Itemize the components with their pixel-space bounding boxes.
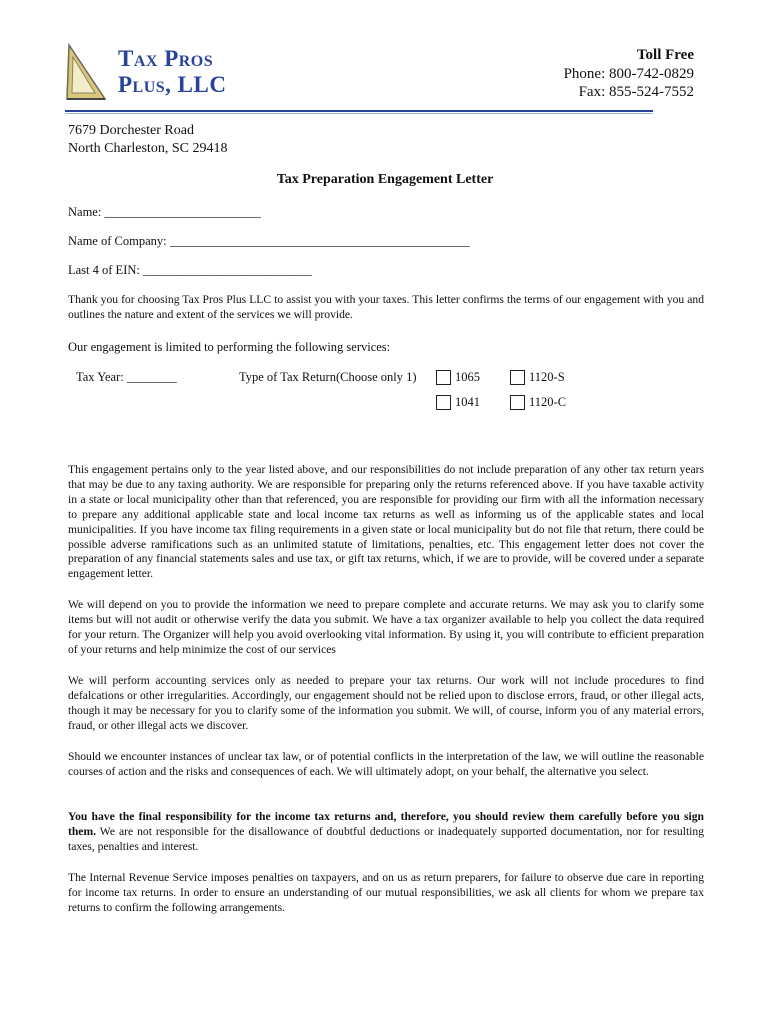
header-divider-shadow [65,113,653,114]
company-logo-icon [63,43,109,103]
document-title: Tax Preparation Engagement Letter [276,172,494,187]
services-heading: Our engagement is limited to performing the following services: [68,340,391,354]
information-paragraph: We will depend on you to provide the information we need to prepare complete and accurate returns. We may ask you to clarify some items but will not audit or otherwise verify the data you submit. We have a tax organizer available to help you collect the data required for your return. The Organizer will help you avoid overlooking vital information. By using it, you will contribute to efficient preparation of your returns and help minimize the cost of our services [68,598,704,656]
logo-line-2: Plus, LLC [118,72,227,97]
responsibility-paragraph [68,810,704,855]
company-address [68,122,227,157]
responsibility-rest-text: We are not responsible for the disallowance of doubtful deductions or inadequately supported documentation, nor for resulting taxes, penalties and interest. [68,824,704,853]
option-label-1065: 1065 [455,370,480,384]
name-field[interactable]: Name: _________________________ [68,205,261,219]
contact-block [564,46,694,102]
return-type-label: Type of Tax Return(Choose only 1) [239,370,417,384]
intro-paragraph: Thank you for choosing Tax Pros Plus LLC to assist you with your taxes. This letter confirms the terms of our engagement with you and outlines the nature and extent of the services we will provide. [68,293,704,321]
responsibility-bold-text: You have the final responsibility for the income tax returns and, therefore, you should review them carefully before you sign them. [68,810,704,838]
address-line-1: 7679 Dorchester Road [68,123,194,138]
tax-year-field[interactable]: Tax Year: ________ [76,370,177,384]
ein-field[interactable]: Last 4 of EIN: ___________________________ [68,263,312,277]
tax-law-paragraph: Should we encounter instances of unclear tax law, or of potential conflicts in the interpretation of the law, we will outline the reasonable courses of action and the risks and consequences of each. We will ultimately adopt, on your behalf, the alternative you select. [68,750,704,778]
company-name-field[interactable]: Name of Company: ________________________________________________ [68,234,470,248]
option-label-1041: 1041 [455,395,480,409]
address-line-2: North Charleston, SC 29418 [68,140,228,156]
toll-free-label: Toll Free [636,47,694,63]
checkbox-1120-s[interactable] [510,370,525,385]
checkbox-1120-c[interactable] [510,395,525,410]
logo-line-1: Tax Pros [118,46,214,71]
phone-number: Phone: 800-742-0829 [563,65,694,82]
option-label-1120-c: 1120-C [529,395,567,409]
fax-number: Fax: 855-524-7552 [578,84,694,100]
irs-paragraph: The Internal Revenue Service imposes penalties on taxpayers, and on us as return preparers, for failure to observe due care in reporting for income tax returns. In order to ensure an understanding of our mutual responsibilities, we ask all clients for whom we prepare tax returns to confirm the following arrangements. [68,871,704,914]
checkbox-1041[interactable] [436,395,451,410]
accounting-paragraph: We will perform accounting services only as needed to prepare your tax returns. Our work will not include procedures to find defalcations or other irregularities. Accordingly, our engagement should not be relied upon to disclose errors, fraud, or other illegal acts, though it may be necessary for you to clarify some of the information you submit. We will, of course, inform you of any material errors, fraud, or other illegal acts we discover. [68,674,704,732]
scope-paragraph: This engagement pertains only to the year listed above, and our responsibilities do not include preparation of any other tax return years that may be due to any taxing authority. We are responsible for preparing only the returns referenced above. If you have taxable activity in a state or local municipality other than that referenced, you are responsible for providing our firm with all the information necessary to prepare any additional applicable state and local income tax returns as well as informing us of the applicable states and local municipalities. If you have income tax filing requirements in a given state or local municipality but do not file that return, there could be possible adverse ramifications such as an unlimited statute of limitations, penalties, etc. This engagement letter does not cover the preparation of any financial statements sales and use tax, or gift tax returns, which, if we are to provide, will be covered under a separate engagement letter. [68,463,704,581]
header-divider [65,110,653,112]
checkbox-1065[interactable] [436,370,451,385]
option-label-1120-s: 1120-S [529,370,565,384]
